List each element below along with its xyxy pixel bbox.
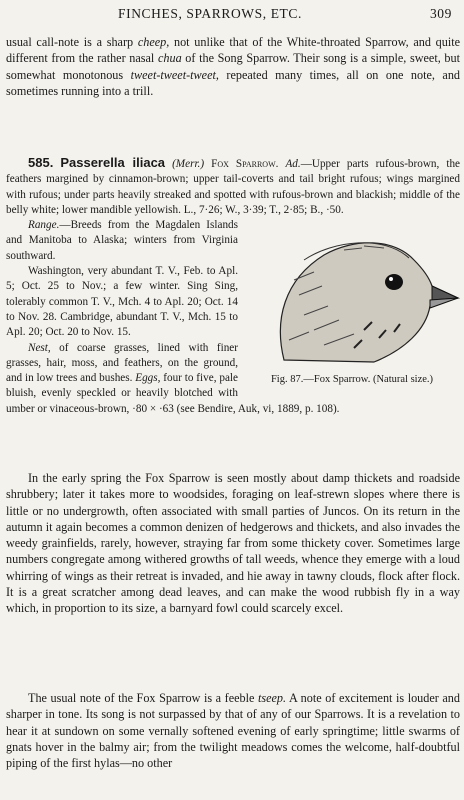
body-paragraph-1: In the early spring the Fox Sparrow is seen mostly about damp thickets and roadside shrubbery; later it takes more to woodsides, foraging on leaf-strewn slopes where there is little or no undergrowth, often associated with small parties of Juncos. On its return in the autumn it again becomes a common denizen of hedgerows and thickets, and also invades the weedy grainfields, rarely, however, straying far from some thickety cover. Sometimes large numbers congregate among withered growths of tall weeds, whence they emerge with a loud whirring of wings as their retreat is invaded, and hie away in tawny clouds, flock after flock. It is a great scratcher among dead leaves, and can make the wood rubbish fly in a way which, in proportion to its size, a barnyard fowl could scarcely excel. — [6, 471, 460, 616]
authority: (Merr.) — [172, 158, 205, 170]
migration-records: Washington, very abundant T. V., Feb. to Apl. 5; Oct. 25 to Nov.; a few winter. Sing Sing, tolerably common T. V., Mch. 4 to Apl. 20; Oct. 14 to Nov. 28. Cambridge, abundant T. V., Mch. 15 to Apl. 20; Oct. 20 to Nov. 15. — [6, 265, 238, 339]
range-text: —Breeds from the Magdalen Islands and Manitoba to Alaska; winters from Virginia southward. — [6, 219, 238, 262]
song-tweet: tweet-tweet-tweet, — [130, 67, 219, 82]
nest-label: Nest, — [28, 341, 51, 354]
nest-text: of coarse grasses, lined with finer grasses, hair, moss, and feathers, on the ground, and in low trees and bushes. — [6, 341, 238, 385]
running-title: FINCHES, SPARROWS, ETC. — [118, 6, 302, 21]
figure-caption: Fig. 87.—Fox Sparrow. (Natural size.) — [270, 374, 434, 386]
page-number: 309 — [429, 6, 452, 21]
eggs-label: Eggs, — [135, 372, 161, 385]
body-paragraph-2: The usual note of the Fox Sparrow is a feeble tseep. A note of excitement is louder and sharper in tone. Its song is not surpassed by that of any of our Sparrows. It is a revelation to hear it at sundown on some vernally softened evening of early springtime; little swarms of gnats hover in the balmy air; from the twilight meadows comes the welcome, half-doubtful piping of the first hylas—no other — [6, 691, 460, 771]
intro-paragraph: usual call-note is a sharp cheep, not unlike that of the White-throated Sparrow, and quite different from the rather nasal chua of the Song Sparrow. Their song is a simple, sweet, but somewhat monotonous tweet-tweet-tweet, repeated many times, all on one note, and sometimes running into a trill. — [6, 35, 461, 98]
call-chua: chua — [157, 51, 182, 66]
range-label: Range. — [28, 219, 60, 232]
species-account — [6, 155, 460, 417]
call-cheep: cheep, — [137, 35, 170, 49]
bird-figure — [244, 220, 460, 390]
species-description: —Upper parts rufous-brown, the feathers margined by cinnamon-brown; upper tail-coverts and tail bright rufous; wings margined with rufous; under parts heavily streaked and spotted with rufous-brown and blackish; middle of the belly white; lower mandible yellowish. L., 7·26; W., 3·39; T., 2·85; B., ·50. — [6, 158, 461, 216]
species-number: 585. — [28, 155, 54, 170]
fox-sparrow-head-illustration — [244, 220, 460, 370]
common-name: Fox Sparrow. — [211, 158, 279, 170]
running-header — [0, 4, 464, 26]
eggs-text: four to five, pale bluish, evenly speckled or heavily blotched with umber or vinaceous-brown, ·80 × ·63 (see Bendire, Auk, vi, 1889, p. 108). — [6, 372, 340, 415]
adult-label: Ad. — [285, 158, 301, 170]
note-tseep: tseep. — [257, 691, 287, 705]
scientific-name: Passerella iliaca — [60, 155, 166, 170]
